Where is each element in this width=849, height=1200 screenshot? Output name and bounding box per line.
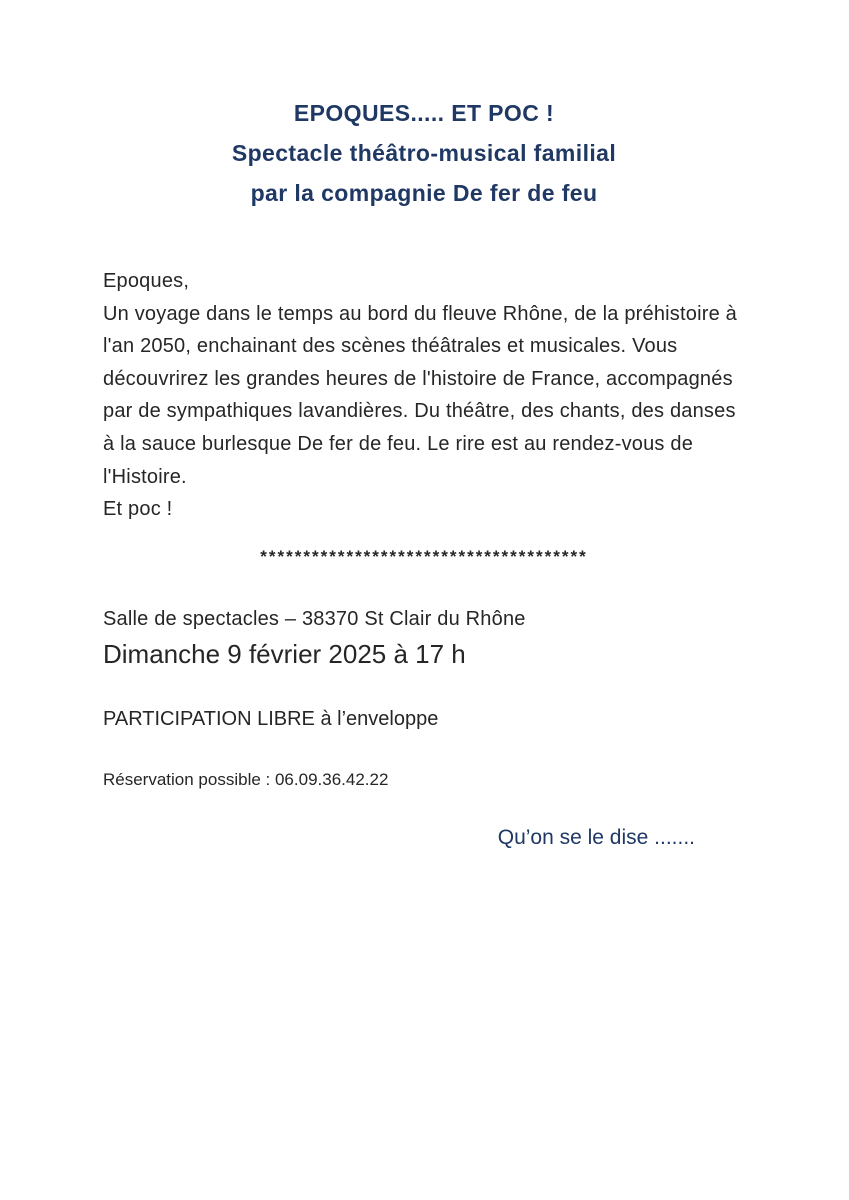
description-line: l'an 2050, enchainant des scènes théâtrales et musicales. Vous <box>103 335 678 358</box>
description-line: Et poc ! <box>103 498 173 521</box>
tagline: Qu’on se le dise ....... <box>497 825 695 849</box>
description-line: l'Histoire. <box>103 465 187 488</box>
reservation-line: Réservation possible : 06.09.36.42.22 <box>103 769 389 789</box>
description-paragraph <box>103 265 745 526</box>
flyer-header <box>103 0 745 213</box>
description-line: Epoques, <box>103 270 190 292</box>
description-line: découvrirez les grandes heures de l'histoire de France, accompagnés <box>103 367 733 390</box>
datetime-line: Dimanche 9 février 2025 à 17 h <box>103 638 466 669</box>
flyer-subtitle: Spectacle théâtro-musical familial <box>231 140 617 166</box>
participation-line: PARTICIPATION LIBRE à l’enveloppe <box>103 707 439 730</box>
flyer-company: par la compagnie De fer de feu <box>250 180 598 206</box>
flyer-title: EPOQUES..... ET POC ! <box>293 100 555 126</box>
description-line: par de sympathiques lavandières. Du théâtre, des chants, des danses <box>103 400 736 423</box>
description-line: à la sauce burlesque De fer de feu. Le rire est au rendez-vous de <box>103 432 694 455</box>
asterisk-divider: ************************************** <box>260 546 588 566</box>
venue-line: Salle de spectacles – 38370 St Clair du Rhône <box>103 607 526 630</box>
description-line: Un voyage dans le temps au bord du fleuve Rhône, de la préhistoire à <box>103 302 737 325</box>
event-details <box>103 603 745 673</box>
